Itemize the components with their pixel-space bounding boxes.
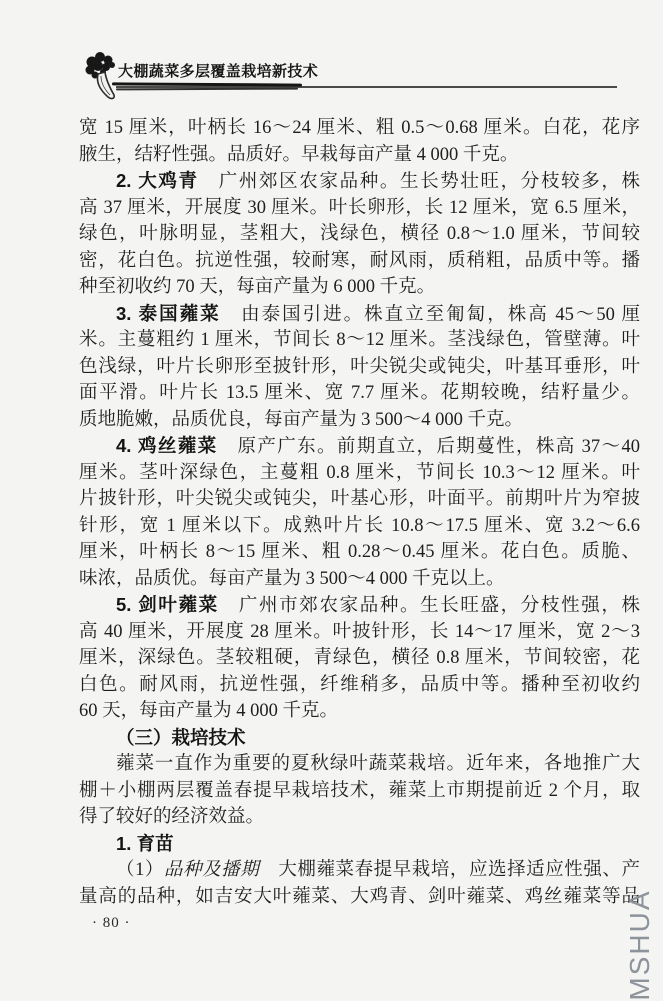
text-line <box>79 248 640 275</box>
text-line <box>79 168 640 195</box>
body-text-segment: 大棚蕹菜春提早栽培，应选择适应性强、产 <box>259 860 640 880</box>
text-line <box>79 698 640 725</box>
body-text-segment: 色浅绿，叶片长卵形至披针形，叶尖锐尖或钝尖，叶基耳垂形，叶 <box>79 356 640 377</box>
text-line <box>79 884 640 911</box>
body-text-segment: 针形，宽 1 厘米以下。成熟叶片长 10.8～17.5 厘米、宽 3.2～6.6 <box>79 515 640 536</box>
body-text-segment: 密，花白色。抗逆性强，较耐寒，耐风雨，质稍粗，品质中等。播 <box>79 250 640 271</box>
running-head-title: 大棚蔬菜多层覆盖栽培新技术 <box>118 63 319 80</box>
text-line <box>79 460 640 487</box>
text-line <box>79 592 640 619</box>
text-line <box>79 672 640 699</box>
body-text-segment: 种至初收约 70 天，每亩产量为 6 000 千克。 <box>79 277 436 297</box>
body-text-segment: 量高的品种，如吉安大叶蕹菜、大鸡青、剑叶蕹菜、鸡丝蕹菜等品 <box>79 886 640 907</box>
text-line <box>79 566 640 593</box>
text-line <box>79 857 640 884</box>
heading-text: 4. 鸡丝蕹菜 <box>116 435 218 456</box>
body-text-segment: 片披针形，叶尖锐尖或钝尖，叶基心形，叶面平。前期叶片为窄披 <box>79 489 640 509</box>
text-line <box>79 539 640 566</box>
header-underline-stroke <box>116 88 298 91</box>
body-text-segment: 得了较好的经济效益。 <box>79 807 265 827</box>
body-text-segment: （1） <box>116 860 164 880</box>
body-text-segment: 广州市郊农家品种。生长旺盛，分枝性强，株 <box>218 596 640 616</box>
heading-text: 3. 泰国蕹菜 <box>116 302 221 324</box>
text-line <box>79 301 640 328</box>
body-text-segment: 米。主蔓粗约 1 厘米，节间长 8～12 厘米。茎浅绿色，管壁薄。叶 <box>79 330 640 350</box>
body-text-segment: 厘米，叶柄长 8～15 厘米、粗 0.28～0.45 厘米。花白色。质脆、 <box>79 542 640 562</box>
body-text-segment: 腋生，结籽性强。品质好。早栽每亩产量 4 000 千克。 <box>79 144 519 165</box>
body-text <box>79 115 640 910</box>
text-line <box>79 725 640 752</box>
text-line <box>79 804 640 831</box>
text-line <box>79 407 640 434</box>
text-line <box>79 142 640 169</box>
body-text-segment: 由泰国引进。株直立至匍匐，株高 45～50 厘 <box>220 304 640 325</box>
body-text-segment: 广州郊区农家品种。生长势壮旺，分枝较多，株 <box>198 172 640 192</box>
text-line <box>79 751 640 778</box>
text-line <box>79 274 640 301</box>
text-line <box>79 778 640 805</box>
body-text-segment: 宽 15 厘米，叶柄长 16～24 厘米、粗 0.5～0.68 厘米。白花，花序 <box>79 118 640 138</box>
body-text-segment: 厘米，深绿色。茎较粗硬，青绿色，横径 0.8 厘米，节间较密，花 <box>79 648 640 668</box>
body-text-segment: 厘米。茎叶深绿色，主蔓粗 0.8 厘米，节间长 10.3～12 厘米。叶 <box>79 462 640 483</box>
text-line <box>79 115 640 142</box>
body-text-segment: 面平滑。叶片长 13.5 厘米、宽 7.7 厘米。花期较晚，结籽量少。 <box>79 383 640 403</box>
heading-text: （三）栽培技术 <box>116 726 246 748</box>
text-line <box>79 619 640 646</box>
text-line <box>79 645 640 672</box>
text-line <box>79 831 640 858</box>
body-text-segment: 60 天，每亩产量为 4 000 千克。 <box>79 701 339 721</box>
body-text-segment: 高 37 厘米，开展度 30 厘米。叶长卵形，长 12 厘米，宽 6.5 厘米， <box>79 197 640 218</box>
text-line <box>79 221 640 248</box>
body-text-segment: 质地脆嫩，品质优良，每亩产量为 3 500～4 000 千克。 <box>79 409 524 430</box>
body-text-segment: 高 40 厘米，开展度 28 厘米。叶披针形，长 14～17 厘米，宽 2～3 <box>79 621 640 642</box>
watermark-text: MSHUA <box>624 889 655 1001</box>
heading-text: 1. 育苗 <box>116 832 174 854</box>
body-text-segment: 原产广东。前期直立，后期蔓性，株高 37～40 <box>217 437 640 457</box>
body-text-segment: 蕹菜一直作为重要的夏秋绿叶蔬菜栽培。近年来，各地推广大 <box>116 754 640 774</box>
text-line <box>79 327 640 354</box>
text-line <box>79 195 640 222</box>
text-line <box>79 513 640 540</box>
text-line <box>79 380 640 407</box>
body-text-segment: 味浓，品质优。每亩产量为 3 500～4 000 千克以上。 <box>79 568 505 589</box>
text-line <box>79 486 640 513</box>
text-line <box>79 433 640 460</box>
heading-text: 5. 剑叶蕹菜 <box>116 594 219 615</box>
heading-text: 2. 大鸡青 <box>116 170 199 191</box>
body-text-segment: 绿色，叶脉明显，茎粗大，浅绿色，横径 0.8～1.0 厘米，节间较 <box>79 224 640 244</box>
body-text-segment: 棚＋小棚两层覆盖春提早栽培技术，蕹菜上市期提前近 2 个月，取 <box>79 780 640 801</box>
page-number: · 80 · <box>92 915 131 931</box>
body-text-segment: 白色。耐风雨，抗逆性强，纤维稍多，品质中等。播种至初收约 <box>79 674 640 695</box>
kai-emphasis-text: 品种及播期 <box>163 860 260 880</box>
text-line <box>79 354 640 381</box>
